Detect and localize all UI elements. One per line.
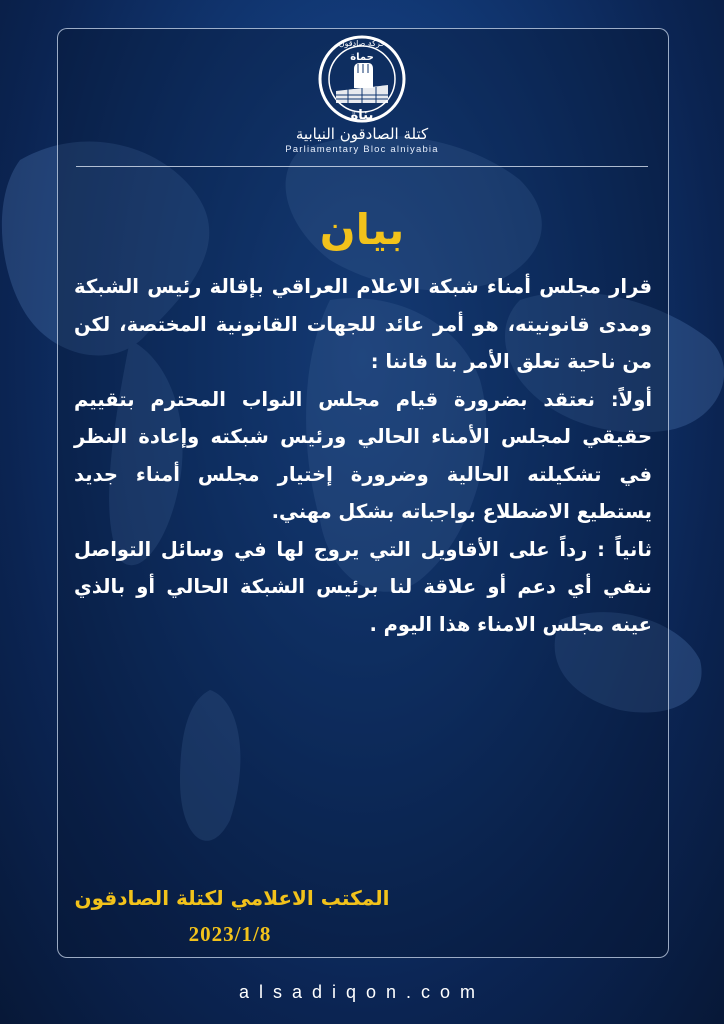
statement-title: بيان [319, 205, 405, 254]
logo-bottom-word: بناة [350, 108, 374, 123]
media-office-signature: المكتب الاعلامي لكتلة الصادقون [74, 886, 390, 910]
statement-paragraph-first: أولاً: نعتقد بضرورة قيام مجلس النواب المحترم بتقييم حقيقي لمجلس الأمناء الحالي ورئيس شبكته وإعادة النظر في تشكيلته الحالية وضرورة إختيار مجلس أمناء جديد يستطيع الاضطلاع بواجباته بشكل مهني. [74, 387, 652, 523]
statement-date: 2023/1/8 [188, 922, 272, 946]
statement-body [74, 268, 652, 643]
statement-paragraph-intro: قرار مجلس أمناء شبكة الاعلام العراقي بإقالة رئيس الشبكة ومدى قانونيته، هو أمر عائد للجهات القانونية المختصة، لكن من ناحية تعلق الأمر بنا فاننا : [74, 275, 652, 373]
website-link[interactable]: alsadiqon.com [238, 982, 486, 1002]
bloc-name-english: Parliamentary Bloc alniyabia [285, 144, 439, 155]
bloc-name-arabic: كتلة الصادقون النيابية [295, 125, 429, 143]
logo-top-word: حماة [350, 52, 374, 63]
sadiqoon-logo [302, 33, 422, 125]
statement-paragraph-second: ثانياً : رداً على الأقاويل التي يروج لها في وسائل التواصل ننفي أي دعم أو علاقة لنا برئيس الشبكة الحالي أو بالذي عينه مجلس الامناء هذا اليوم . [74, 537, 652, 636]
header-divider [76, 166, 648, 167]
logo-arc-text: حركة صادقون [338, 39, 386, 48]
